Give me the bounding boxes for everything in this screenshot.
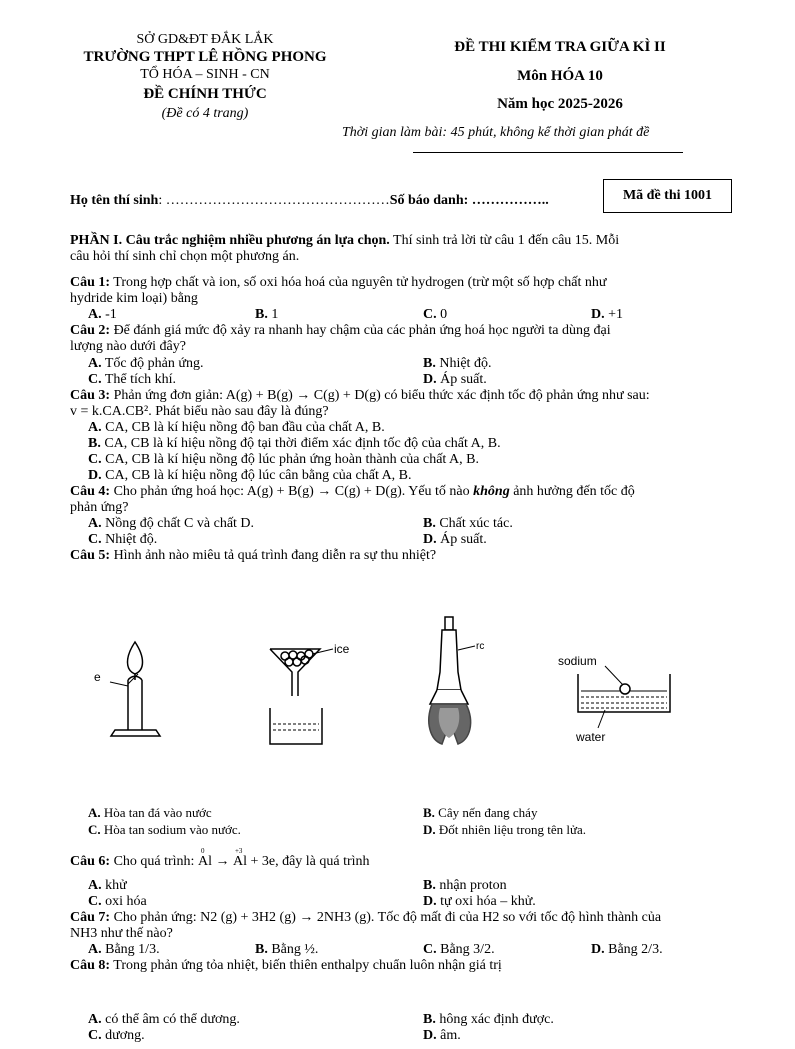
candle-flame xyxy=(128,642,143,674)
water-label: water xyxy=(576,730,606,744)
sodium-water-figure xyxy=(578,666,670,728)
candle-body xyxy=(128,676,142,730)
beaker-1 xyxy=(270,708,322,744)
part1-line1 xyxy=(70,233,730,248)
id-label: Số báo danh: xyxy=(389,193,469,208)
q5-option-c[interactable]: C. Hòa tan sodium vào nước. xyxy=(88,822,241,837)
q8-option-a[interactable]: A. có thể âm có thể dương. xyxy=(88,1012,240,1027)
exam-time: Thời gian làm bài: 45 phút, không kể thời gian phát đề xyxy=(342,125,650,140)
q7-option-d[interactable]: D. Bằng 2/3. xyxy=(591,942,663,957)
q7-option-c[interactable]: C. Bằng 3/2. xyxy=(423,942,495,957)
q3-text: Phản ứng đơn giản: A(g) + B(g) → C(g) + D(g) có biểu thức xác định tốc độ phản ứng như sau: xyxy=(110,388,650,403)
q8-option-b[interactable]: B. hông xác định được. xyxy=(423,1012,554,1027)
ice-funnel-figure xyxy=(270,649,333,744)
candle-pointer xyxy=(110,682,128,686)
q8-option-c[interactable]: C. dương. xyxy=(88,1028,145,1043)
q6-option-c[interactable]: C. oxi hóa xyxy=(88,894,147,909)
q1-option-c[interactable]: C. 0 xyxy=(423,307,448,322)
rocket-figure xyxy=(429,617,475,744)
q5-option-b[interactable]: B. Cây nến đang cháy xyxy=(423,805,538,820)
q7-text: Cho phản ứng: N2 (g) + 3H2 (g) → 2NH3 (g). Tốc độ mất đi của H2 so với tốc độ hình thành của xyxy=(110,910,662,925)
candle-holder xyxy=(111,730,160,736)
q2-line1 xyxy=(70,323,730,338)
part1-line2: câu hỏi thí sinh chỉ chọn một phương án. xyxy=(70,249,300,264)
q2-option-a[interactable]: A. Tốc độ phản ứng. xyxy=(88,356,204,371)
q5-label: Câu 5: xyxy=(70,548,111,563)
q3-option-d[interactable]: D. CA, CB là kí hiệu nồng độ lúc cân bằng của chất A, B. xyxy=(88,468,412,483)
q8-option-d[interactable]: D. âm. xyxy=(423,1028,461,1043)
q1-option-a[interactable]: A. -1 xyxy=(88,307,117,322)
q3-option-a[interactable]: A. CA, CB là kí hiệu nồng độ ban đầu của chất A, B. xyxy=(88,420,385,435)
exam-title: ĐỀ THI KIỂM TRA GIỮA KÌ II xyxy=(454,39,666,55)
rocket-body xyxy=(437,630,461,690)
q1-line2: hydride kim loại) bằng xyxy=(70,291,198,306)
q7-line1 xyxy=(70,910,730,925)
candle-figure xyxy=(110,642,160,736)
header-divider xyxy=(413,152,683,153)
ice-label: ice xyxy=(334,642,350,656)
q4-emphasis: không xyxy=(473,484,510,499)
name-label: Họ tên thí sinh xyxy=(70,193,159,208)
name-dots: : ………………………………………… xyxy=(158,193,390,208)
group-name: TỔ HÓA – SINH - CN xyxy=(140,67,270,82)
q8-text: Trong phản ứng tỏa nhiệt, biến thiên enthalpy chuẩn luôn nhận giá trị xyxy=(110,958,502,973)
id-dots: …………….. xyxy=(468,193,549,208)
sodium-label: sodium xyxy=(558,654,597,668)
q6-al-0: 0 Al xyxy=(197,847,212,869)
q5-option-d[interactable]: D. Đốt nhiên liệu trong tên lửa. xyxy=(423,822,587,837)
q1-option-d[interactable]: D. +1 xyxy=(591,307,624,322)
q6-option-a[interactable]: A. khử xyxy=(88,878,127,893)
part1-desc: Thí sinh trả lời từ câu 1 đến câu 15. Mỗi xyxy=(389,233,620,248)
q7-option-b[interactable]: B. Bằng ½. xyxy=(255,942,319,957)
school-name: TRƯỜNG THPT LÊ HỒNG PHONG xyxy=(83,49,327,65)
school-year: Năm học 2025-2026 xyxy=(497,96,623,112)
q2-option-c[interactable]: C. Thể tích khí. xyxy=(88,372,177,387)
q8-line1 xyxy=(70,958,730,973)
q1-line1 xyxy=(70,275,730,290)
part1-title: PHẦN I. Câu trắc nghiệm nhiều phương án lựa chọn. xyxy=(70,233,390,248)
q1-text: Trong hợp chất và ion, số oxi hóa hoá của nguyên tử hydrogen (trừ một số hợp chất như xyxy=(110,275,607,290)
q8-label: Câu 8: xyxy=(70,958,111,973)
q6-line1: Câu 6: Cho quá trình: 0 Al → +3 Al + 3e, đây là quá trình xyxy=(70,847,370,869)
q6-option-d[interactable]: D. tự oxi hóa – khử. xyxy=(423,894,536,909)
q3-line1 xyxy=(70,388,730,403)
candle-label: e xyxy=(94,670,101,684)
q4-line1: Câu 4: Cho phản ứng hoá học: A(g) + B(g) → C(g) + D(g). Yếu tố nào không ảnh hưởng đến tốc độ xyxy=(70,484,635,499)
q4-label: Câu 4: xyxy=(70,484,111,499)
q5-option-a[interactable]: A. Hòa tan đá vào nước xyxy=(88,805,212,820)
exam-code: Mã đề thi 1001 xyxy=(622,188,713,203)
q4-line2: phản ứng? xyxy=(70,500,129,515)
q7-line2: NH3 như thế nào? xyxy=(70,926,173,941)
rocket-label: rc xyxy=(476,641,485,652)
q3-option-c[interactable]: C. CA, CB là kí hiệu nồng độ lúc phản ứng hoàn thành của chất A, B. xyxy=(88,452,479,467)
q4-option-a[interactable]: A. Nồng độ chất C và chất D. xyxy=(88,516,255,531)
dept-name: SỞ GD&ĐT ĐẮK LẮK xyxy=(136,32,274,47)
rocket-pointer xyxy=(458,646,475,650)
q5-figures xyxy=(80,612,730,762)
q2-label: Câu 2: xyxy=(70,323,111,338)
q1-option-b[interactable]: B. 1 xyxy=(255,307,279,322)
q6-label: Câu 6: xyxy=(70,854,111,869)
q4-option-d[interactable]: D. Áp suất. xyxy=(423,532,487,547)
q3-option-b[interactable]: B. CA, CB là kí hiệu nồng độ tại thời điểm xác định tốc độ của chất A, B. xyxy=(88,436,501,451)
official-label: ĐỀ CHÍNH THỨC xyxy=(143,86,267,102)
q5-line1 xyxy=(70,548,730,563)
q5-text: Hình ảnh nào miêu tả quá trình đang diễn ra sự thu nhiệt? xyxy=(110,548,437,563)
q2-option-b[interactable]: B. Nhiệt độ. xyxy=(423,356,492,371)
q3-line2: v = k.CA.CB². Phát biểu nào sau đây là đúng? xyxy=(70,404,329,419)
sodium-pointer xyxy=(605,666,623,685)
q7-label: Câu 7: xyxy=(70,910,111,925)
q2-text: Để đánh giá mức độ xảy ra nhanh hay chậm của các phản ứng hoá học người ta dùng đại xyxy=(110,323,611,338)
q3-label: Câu 3: xyxy=(70,388,111,403)
student-info xyxy=(70,193,549,209)
exam-code-box xyxy=(603,179,732,213)
q4-option-b[interactable]: B. Chất xúc tác. xyxy=(423,516,513,531)
page-count: (Đề có 4 trang) xyxy=(161,106,249,121)
q7-option-a[interactable]: A. Bằng 1/3. xyxy=(88,942,160,957)
q6-option-b[interactable]: B. nhận proton xyxy=(423,878,507,893)
q4-option-c[interactable]: C. Nhiệt độ. xyxy=(88,532,158,547)
q1-label: Câu 1: xyxy=(70,275,111,290)
q2-option-d[interactable]: D. Áp suất. xyxy=(423,372,487,387)
subject: Môn HÓA 10 xyxy=(517,68,603,84)
sodium-piece xyxy=(620,684,630,694)
q2-line2: lượng nào dưới đây? xyxy=(70,339,186,354)
q6-al-3: +3 Al xyxy=(232,847,247,869)
